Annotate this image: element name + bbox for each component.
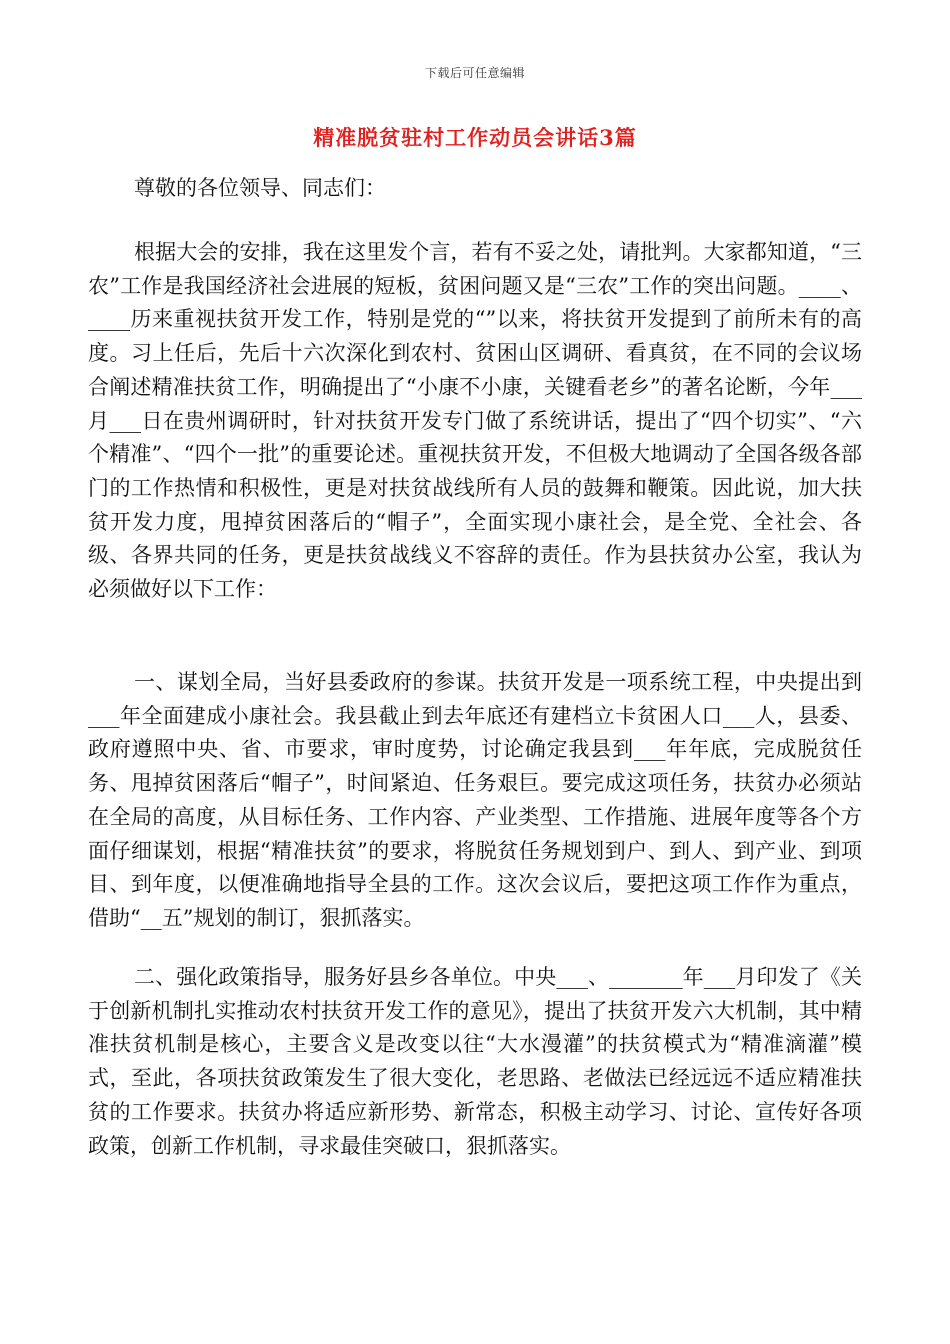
paragraph-intro: 根据大会的安排，我在这里发个言，若有不妥之处，请批判。大家都知道，“三农”工作是我国经济社会进展的短板，贫困问题又是“三农”工作的突出问题。____、____历来重视扶贫开发工作，特别是党的“”以来，将扶贫开发提到了前所未有的高度。习上任后，先后十六次深化到农村、贫困山区调研、看真贫，在不同的会议场合阐述精准扶贫工作，明确提出了“小康不小康，关键看老乡”的著名论断，今年___月___日在贵州调研时，针对扶贫开发专门做了系统讲话，提出了“四个切实”、“六个精准”、“四个一批”的重要论述。重视扶贫开发，不但极大地调动了全国各级各部门的工作热情和积极性，更是对扶贫战线所有人员的鼓舞和鞭策。因此说，加大扶贫开发力度，甩掉贫困落后的“帽子”，全面实现小康社会，是全党、全社会、各级、各界共同的任务，更是扶贫战线义不容辞的责任。作为县扶贫办公室，我认为必须做好以下工作： xyxy=(88,240,862,602)
paragraph-section-one: 一、谋划全局，当好县委政府的参谋。扶贫开发是一项系统工程，中央提出到___年全面建成小康社会。我县截止到去年底还有建档立卡贫困人口___人，县委、政府遵照中央、省、市要求，审时度势，讨论确定我县到___年年底，完成脱贫任务、甩掉贫困落后“帽子”，时间紧迫、任务艰巨。要完成这项任务，扶贫办必须站在全局的高度，从目标任务、工作内容、产业类型、工作措施、进展年度等各个方面仔细谋划，根据“精准扶贫”的要求，将脱贫任务规划到户、到人、到产业、到项目、到年度，以便准确地指导全县的工作。这次会议后，要把这项工作作为重点，借助“__五”规划的制订，狠抓落实。 xyxy=(88,670,862,930)
salutation: 尊敬的各位领导、同志们： xyxy=(134,176,386,200)
header-note: 下载后可任意编辑 xyxy=(424,66,525,80)
paragraph-section-two: 二、强化政策指导，服务好县乡各单位。中央___、_______年___月印发了《关于创新机制扎实推动农村扶贫开发工作的意见》，提出了扶贫开发六大机制，其中精准扶贫机制是核心，主要含义是改变以往“大水漫灌”的扶贫模式为“精准滴灌”模式，至此，各项扶贫政策发生了很大变化，老思路、老做法已经远远不适应精准扶贫的工作要求。扶贫办将适应新形势、新常态，积极主动学习、讨论、宣传好各项政策，创新工作机制，寻求最佳突破口，狠抓落实。 xyxy=(88,965,862,1158)
document-title: 精准脱贫驻村工作动员会讲话3篇 xyxy=(313,125,637,150)
